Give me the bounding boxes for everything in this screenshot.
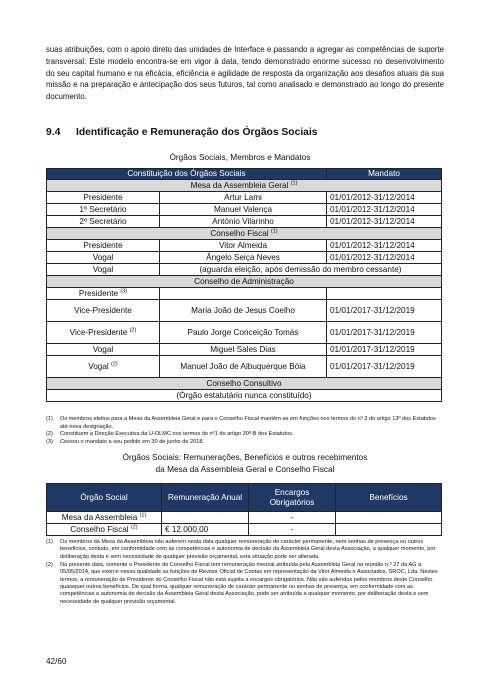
name-cell: Maria João de Jesus Coelho xyxy=(160,300,327,322)
section-label: Conselho Fiscal xyxy=(210,228,269,238)
table-row xyxy=(47,216,442,228)
footnote-key: (1) xyxy=(46,416,53,422)
table-row xyxy=(47,356,442,378)
footnote-marker: (2) xyxy=(130,523,138,530)
footnote xyxy=(46,439,444,447)
name-cell xyxy=(160,288,327,300)
footnote xyxy=(46,562,444,606)
section-heading xyxy=(46,127,318,138)
table2-caption-line: Órgãos Sociais: Remunerações, Benefícios e outros recebimentos xyxy=(122,452,368,462)
table-row xyxy=(47,240,442,252)
role-cell: Vogal xyxy=(47,252,160,264)
table-row xyxy=(47,390,442,402)
section-label: Conselho de Administração xyxy=(47,276,442,288)
charges-cell: - xyxy=(249,512,336,524)
footnote-text: Constituem a Direção Executiva da U-OLMC nos termos do nº1 do artigo 30º-B dos Estatutos. xyxy=(60,431,294,438)
role-cell: 1º Secretário xyxy=(47,204,160,216)
section-row-consultivo xyxy=(47,378,442,390)
role-cell: Presidente xyxy=(47,192,160,204)
role-cell: Vogal xyxy=(47,264,160,276)
mandate-cell xyxy=(327,288,442,300)
mandate-cell: 01/01/2012-31/12/2014 xyxy=(327,192,442,204)
footnote-marker: (1) xyxy=(139,511,147,518)
footnote-key: (2) xyxy=(46,431,53,438)
role-label: Vogal xyxy=(88,361,109,371)
organ-label: Conselho Fiscal xyxy=(70,524,129,534)
mandate-cell: 01/01/2017-31/12/2019 xyxy=(327,344,442,356)
name-cell: António Vilarinho xyxy=(160,216,327,228)
footnote-marker: (2) xyxy=(111,360,118,367)
pending-election-note: (aguarda eleição, após demissão do membro cessante) xyxy=(160,264,442,276)
table2-header-benefits: Benefícios xyxy=(336,484,442,512)
table-row xyxy=(47,322,442,344)
mandate-cell: 01/01/2017-31/12/2019 xyxy=(327,322,442,344)
name-cell: Paulo Jorge Conceição Tomás xyxy=(160,322,327,344)
footnote-marker: (1) xyxy=(270,227,278,234)
charges-cell: - xyxy=(249,524,336,536)
footnote xyxy=(46,539,444,561)
role-cell: 2º Secretário xyxy=(47,216,160,228)
role-cell: Presidente xyxy=(47,240,160,252)
mandate-cell: 01/01/2017-31/12/2019 xyxy=(327,300,442,322)
footnote-text: Os membros eleitos para a Mesa da Assembleia Geral e para o Conselho Fiscal mantêm-se em funções nos termos do nº 3 do artigo 13º dos Estatutos até nova designação. xyxy=(60,416,436,430)
footnote-marker: (3) xyxy=(120,287,128,294)
section-title: Identificação e Remuneração dos Órgãos Sociais xyxy=(76,127,318,138)
remuneration-table xyxy=(46,483,442,536)
footnote-marker: (1) xyxy=(290,179,298,186)
footnote-key: (1) xyxy=(46,539,53,545)
table-row xyxy=(47,512,442,524)
benefits-cell xyxy=(336,524,442,536)
table1-footnotes xyxy=(46,416,444,446)
name-cell: Manuel Valença xyxy=(160,204,327,216)
role-label: Vice-Presidente xyxy=(69,327,128,337)
organ-cell xyxy=(47,512,162,524)
footnote-key: (2) xyxy=(46,561,53,568)
table-row xyxy=(47,264,442,276)
name-cell: Artur Lami xyxy=(160,192,327,204)
organ-cell xyxy=(47,524,162,536)
table-row xyxy=(47,192,442,204)
organ-label: Mesa da Assembleia xyxy=(61,512,138,522)
section-row-fiscal xyxy=(47,228,442,240)
consultivo-note: (Órgão estatutário nunca constituído) xyxy=(47,390,442,402)
mandate-cell: 01/01/2012-31/12/2014 xyxy=(327,252,442,264)
name-cell: Manuel João de Albuquerque Bóia xyxy=(160,356,327,378)
role-label: Vice-Presidente xyxy=(74,305,132,315)
mandate-cell: 01/01/2017-31/12/2019 xyxy=(327,356,442,378)
table1-caption: Órgãos Sociais, Membros e Mandatos xyxy=(169,152,311,162)
table2-header-remuneration: Remuneração Anual xyxy=(162,484,249,512)
governing-bodies-table xyxy=(46,168,442,402)
footnote-text: Cessou o mandato a seu pedido em 30 de junho de 2018. xyxy=(60,438,204,445)
section-row-admin xyxy=(47,276,442,288)
mandate-cell: 01/01/2012-31/12/2014 xyxy=(327,240,442,252)
table2-caption xyxy=(46,452,444,475)
table1-header-constitution: Constituição dos Órgãos Sociais xyxy=(47,169,327,180)
mandate-cell: 01/01/2012-31/12/2014 xyxy=(327,204,442,216)
benefits-cell xyxy=(336,512,442,524)
table2-caption-line: da Mesa da Assembleia Geral e Conselho Fiscal xyxy=(155,463,335,474)
role-cell xyxy=(47,300,160,322)
role-label: Vogal xyxy=(92,344,114,354)
section-number: 9.4 xyxy=(46,127,61,138)
name-cell: Ângelo Seiça Neves xyxy=(160,252,327,264)
section-label: Conselho Consultivo xyxy=(47,378,442,390)
table-row xyxy=(47,204,442,216)
table-row xyxy=(47,252,442,264)
table2-footnotes xyxy=(46,539,444,607)
remuneration-cell: € 12.000,00 xyxy=(162,524,249,536)
intro-paragraph: suas atribuições, com o apoio direto das unidades de Interface e passando a agregar as competências de suporte transversal. Este modelo encontra-se em vigor à data, tendo demonstrado enorme sucesso no desenvolvimento do seu capital humano e na eficácia, eficiência e agilidade de resposta da organização aos desafios atuais da sua missão e na preparação e antecipação dos seus futuros, tal como analisado e demonstrado ao longo do presente documento. xyxy=(46,45,444,102)
table-row xyxy=(47,300,442,322)
table-row xyxy=(47,344,442,356)
remuneration-cell xyxy=(162,512,249,524)
role-cell xyxy=(47,288,160,300)
footnote-marker: (2) xyxy=(129,326,137,333)
role-label: Presidente xyxy=(78,288,119,298)
mandate-cell: 01/01/2012-31/12/2014 xyxy=(327,216,442,228)
role-cell xyxy=(47,344,160,356)
footnote xyxy=(46,431,444,439)
table1-header-mandate: Mandato xyxy=(327,169,442,180)
footnote-text: Os membros da Mesa da Assembleia não auferem nesta data qualquer remuneração de carácter permanente, nem senhas de presença ou outros benefícios, contudo, em conformidade com as competências e autonomia de decisão da Assembleia Geral desta Associação, a qualquer momento, por deliberação desta e sem necessidade de qualquer previsão orçamental, esta situação pode ser alterada. xyxy=(60,539,436,560)
role-cell xyxy=(47,322,160,344)
table-row xyxy=(47,288,442,300)
table2-header-charges: Encargos Obrigatórios xyxy=(249,484,336,512)
table-row xyxy=(47,524,442,536)
section-row-assembleia xyxy=(47,180,442,192)
footnote-text: Na presente data, somente o Presidente do Conselho Fiscal tem remuneração mensal atribuída pela Assembleia Geral na reunião n.º 27 da AG a 05/05/2014, que exerce nessa qualidade as funções de Revisor Oficial de Contas em representação da Vitor Almeida e Associados, SROC, Lda. Nestes termos, a remuneração de Presidente do Conselho Fiscal não está sujeita a encargos obrigatórios. Não são auferidos pelos membros deste Conselho quaisquer outros benefícios. De qual forma, qualquer remuneração de carácter permanente ou senhas de presença, em conformidade com as competências e autonomia de decisão da Assembleia Geral desta Associação, pode ser atribuída a qualquer momento, por deliberação desta e sem necessidade de qualquer previsão orçamental. xyxy=(60,561,438,605)
page-number: 42/60 xyxy=(46,657,67,666)
footnote-key: (3) xyxy=(46,438,53,445)
section-label: Mesa da Assembleia Geral xyxy=(190,180,289,190)
footnote xyxy=(46,416,444,431)
table2-header-organ: Órgão Social xyxy=(47,484,162,512)
name-cell: Vitor Almeida xyxy=(160,240,327,252)
name-cell: Miguel Sales Dias xyxy=(160,344,327,356)
role-cell xyxy=(47,356,160,378)
